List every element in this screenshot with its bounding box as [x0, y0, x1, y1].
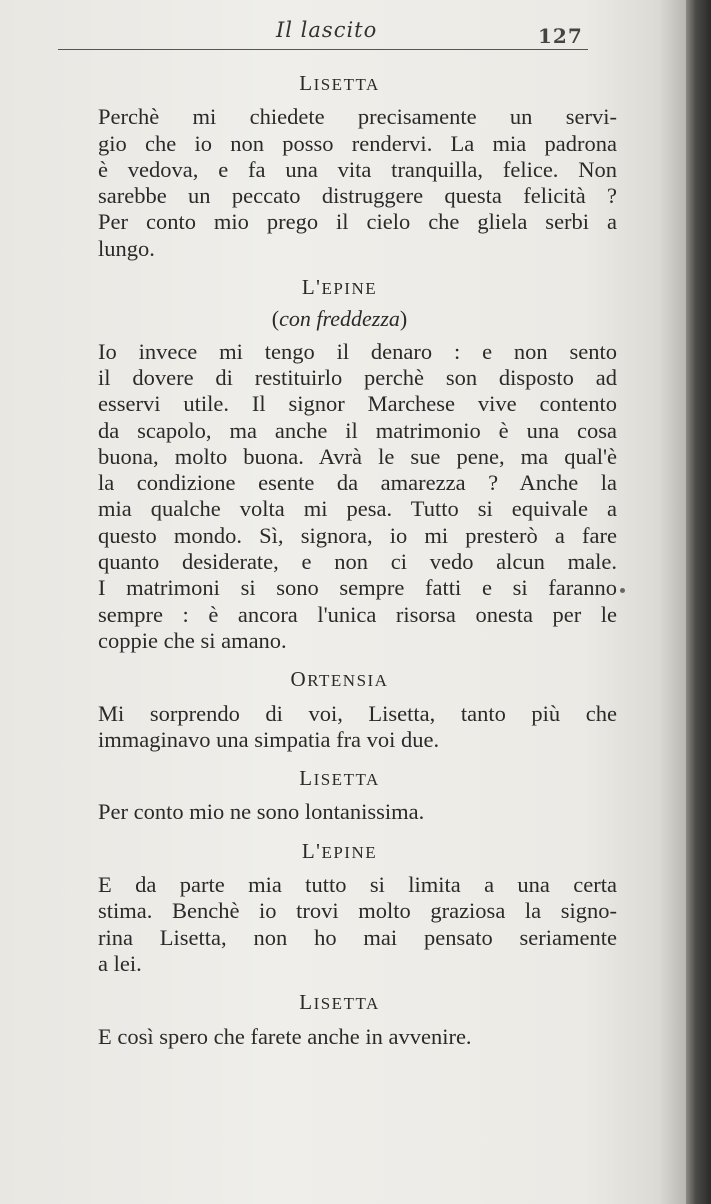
speech-paragraph — [62, 104, 617, 262]
text-line: a lei. — [98, 950, 142, 976]
dialogue-block — [62, 274, 617, 654]
text-line: coppie che si amano. — [98, 627, 287, 653]
text-line: sarebbe un peccato distruggere questa felicità ? — [98, 183, 617, 209]
margin-speck — [620, 588, 625, 593]
text-line: sempre : è ancora l'unica risorsa onesta per le — [98, 601, 617, 627]
text-line: rina Lisetta, non ho mai pensato seriamente — [98, 924, 617, 950]
text-line: Io invece mi tengo il denaro : e non sento — [98, 338, 617, 364]
text-line: Mi sorprendo di voi, Lisetta, tanto più che — [98, 700, 617, 726]
stage-direction-close: ) — [399, 306, 408, 332]
dialogue-block — [62, 70, 617, 262]
text-line: I matrimoni si sono sempre fatti e si faranno — [98, 575, 617, 601]
dialogue-block — [62, 838, 617, 977]
speech-paragraph — [62, 872, 617, 977]
text-line: la condizione esente da amarezza ? Anche la — [98, 470, 617, 496]
speaker-name: L'EPINE — [301, 838, 378, 863]
stage-direction-text: con freddezza — [279, 306, 400, 332]
book-spine-shadow — [686, 0, 711, 1204]
speaker-name: ORTENSIA — [290, 667, 389, 692]
dialogue-block — [62, 765, 617, 826]
stage-direction-open: ( — [271, 306, 280, 332]
text-line: Perchè mi chiedete precisamente un servi- — [98, 104, 617, 130]
speaker-name: LISETTA — [299, 71, 380, 95]
text-line: E da parte mia tutto si limita a una certa — [98, 872, 617, 898]
text-line: buona, molto buona. Avrà le sue pene, ma qual'è — [98, 443, 617, 469]
text-line: esservi utile. Il signor Marchese vive contento — [98, 391, 617, 417]
speaker-name: L'EPINE — [301, 275, 378, 300]
text-line: è vedova, e fa una vita tranquilla, felice. Non — [98, 156, 617, 182]
text-line: questo mondo. Sì, signora, io mi presterò a fare — [98, 522, 617, 548]
text-line: Per conto mio prego il cielo che gliela serbi a — [98, 209, 617, 235]
text-line: immaginavo una simpatia fra voi due. — [98, 726, 440, 752]
text-line: da scapolo, ma anche il matrimonio è una cosa — [98, 417, 617, 443]
stage-direction — [62, 306, 617, 332]
text-line: stima. Benchè io trovi molto graziosa la signo- — [98, 898, 617, 924]
text-line: gio che io non posso rendervi. La mia padrona — [98, 130, 617, 156]
speech-paragraph — [62, 1024, 617, 1050]
text-line: quanto desiderate, e non ci vedo alcun male. — [98, 549, 617, 575]
speech-paragraph — [62, 339, 617, 655]
speech-paragraph — [62, 799, 617, 825]
running-title: Il lascito — [276, 18, 378, 42]
text-line: il dovere di restituirlo perchè son disposto ad — [98, 364, 617, 390]
dialogue-block — [62, 666, 617, 753]
text-line: mia qualche volta mi pesa. Tutto si equivale a — [98, 496, 617, 522]
dialogue-body — [62, 70, 617, 1062]
text-line: lungo. — [98, 235, 155, 261]
page-number: 127 — [538, 24, 583, 48]
speech-paragraph — [62, 701, 617, 754]
text-line: E così spero che farete anche in avvenire. — [98, 1023, 472, 1049]
dialogue-block — [62, 989, 617, 1050]
speaker-name: LISETTA — [299, 990, 380, 1015]
text-line: Per conto mio ne sono lontanissima. — [98, 799, 425, 825]
header-rule — [58, 49, 588, 50]
speaker-name: LISETTA — [299, 766, 380, 791]
